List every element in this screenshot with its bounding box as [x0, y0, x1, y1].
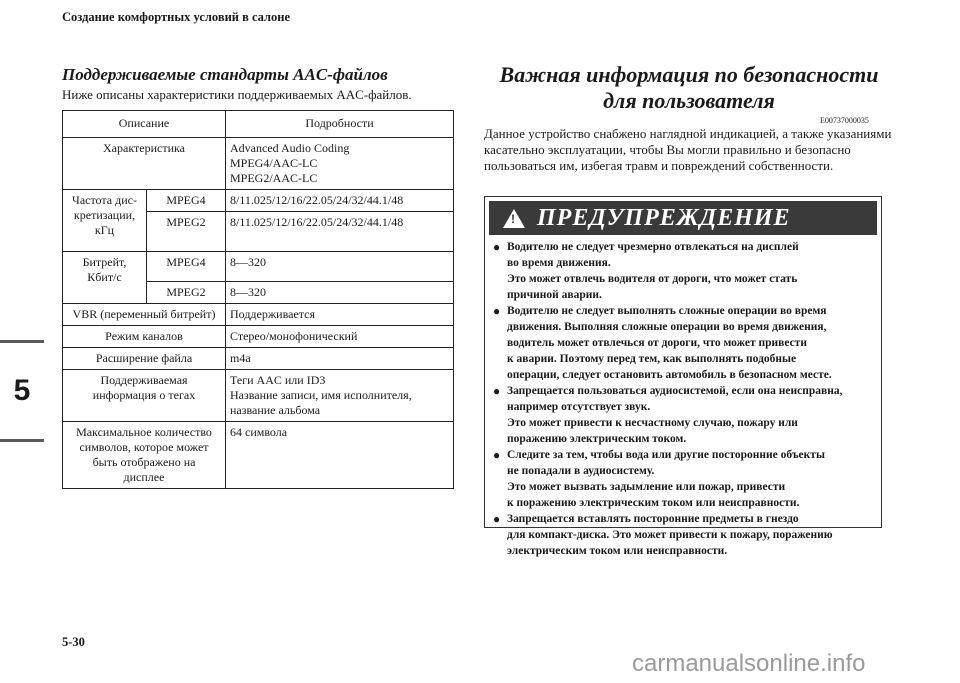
bullet-icon: ●: [493, 304, 501, 318]
warning-line: Водителю не следует выполнять сложные операции во время: [507, 305, 827, 317]
warning-line: Водителю не следует чрезмерно отвлекаться на дисплей: [507, 241, 799, 253]
warning-title: ПРЕДУПРЕЖДЕНИЕ: [537, 204, 791, 231]
warning-line: Следите за тем, чтобы вода или другие посторонние объекты: [507, 449, 825, 461]
table-header-description: Описание: [63, 111, 226, 138]
list-item: [493, 303, 875, 383]
value-line: Advanced Audio Coding: [230, 141, 350, 155]
safety-title-line: для пользователя: [603, 88, 775, 113]
table-row: [63, 252, 454, 282]
table-row: [63, 190, 454, 212]
warning-line: операции, следует остановить автомобиль в безопасном месте.: [507, 369, 832, 381]
row-value: 8/11.025/12/16/22.05/24/32/44.1/48: [226, 212, 454, 252]
page-number: 5-30: [62, 635, 85, 649]
row-label-maxchars: Максимальное количество символов, которое может быть отображено на дисплее: [63, 422, 226, 489]
aac-spec-table: [62, 110, 454, 489]
warning-line: например отсутствует звук.: [507, 401, 651, 413]
row-label-sampling: Частота дис-кретизации, кГц: [63, 190, 147, 252]
section-intro-aac: Ниже описаны характеристики поддерживаемых AAC-файлов.: [62, 87, 412, 102]
row-value-vbr: Поддерживается: [226, 304, 454, 326]
table-row: [63, 348, 454, 370]
warning-line: к поражению электрическим током или неисправности.: [507, 497, 800, 509]
table-row: [63, 138, 454, 190]
warning-line: к аварии. Поэтому перед тем, как выполнять подобные: [507, 353, 797, 365]
row-value: 8/11.025/12/16/22.05/24/32/44.1/48: [226, 190, 454, 212]
warning-line: Это может отвлечь водителя от дороги, что может стать: [507, 273, 798, 285]
doc-code: E00737000035: [820, 116, 869, 125]
safety-title-line: Важная информация по безопасности: [499, 62, 879, 87]
section-title-aac: Поддерживаемые стандарты AAC-файлов: [62, 65, 388, 84]
row-label-vbr: VBR (переменный битрейт): [63, 304, 226, 326]
warning-line: для компакт-диска. Это может привести к пожару, поражению: [507, 529, 833, 541]
value-line: MPEG2/AAC-LC: [230, 171, 318, 185]
table-row: [63, 304, 454, 326]
row-std: MPEG4: [147, 252, 226, 282]
value-line: Название записи, имя исполнителя, название альбома: [230, 388, 412, 417]
warning-header: [489, 201, 877, 235]
row-std: MPEG4: [147, 190, 226, 212]
row-label-tags: Поддерживаемая информация о тегах: [63, 370, 226, 422]
list-item: [493, 511, 875, 559]
row-label-extension: Расширение файла: [63, 348, 226, 370]
row-value-tags: [226, 370, 454, 422]
warning-line: Это может вызвать задымление или пожар, привести: [507, 481, 786, 493]
table-row: [63, 422, 454, 489]
value-line: MPEG4/AAC-LC: [230, 156, 318, 170]
row-label-bitrate: Битрейт, Кбит/с: [63, 252, 147, 304]
warning-line: электрическим током или неисправности.: [507, 545, 728, 557]
warning-line: Запрещается пользоваться аудиосистемой, если она неисправна,: [507, 385, 843, 397]
warning-line: во время движения.: [507, 257, 611, 269]
warning-line: не попадали в аудиосистему.: [507, 465, 655, 477]
watermark: carmanualsonline.info: [632, 650, 866, 677]
list-item: [493, 447, 875, 511]
list-item: [493, 239, 875, 303]
warning-line: водитель может отвлечься от дороги, что может привести: [507, 337, 807, 349]
list-item: [493, 383, 875, 447]
bullet-icon: ●: [493, 512, 501, 526]
bullet-icon: ●: [493, 384, 501, 398]
warning-line: Это может привести к несчастному случаю, пожару или: [507, 417, 798, 429]
bullet-icon: ●: [493, 240, 501, 254]
row-value-characteristic: [226, 138, 454, 190]
warning-triangle-icon: !: [503, 209, 525, 228]
row-std: MPEG2: [147, 282, 226, 304]
warning-line: поражению электрическим током.: [507, 433, 687, 445]
warning-line: движения. Выполняя сложные операции во время движения,: [507, 321, 827, 333]
row-value: 8—320: [226, 282, 454, 304]
chapter-tab: 5: [0, 340, 44, 442]
value-line: Теги AAC или ID3: [230, 373, 326, 387]
row-std: MPEG2: [147, 212, 226, 252]
row-value-extension: m4a: [226, 348, 454, 370]
safety-intro: Данное устройство снабжено наглядной индикацией, а также указаниями касательно эксплуатации, чтобы Вы могли правильно и безопасно пользоваться им, избегая травм и повреждений собственности.: [484, 126, 892, 173]
warning-line: причиной аварии.: [507, 289, 602, 301]
bullet-icon: ●: [493, 448, 501, 462]
row-label-channels: Режим каналов: [63, 326, 226, 348]
table-header-details: Подробности: [226, 111, 454, 138]
table-row: [63, 370, 454, 422]
warning-list: [493, 239, 875, 559]
row-value: 8—320: [226, 252, 454, 282]
table-row: [63, 326, 454, 348]
row-label-characteristic: Характеристика: [63, 138, 226, 190]
running-header: Создание комфортных условий в салоне: [62, 10, 291, 24]
row-value-maxchars: 64 символа: [226, 422, 454, 489]
table-header-row: [63, 111, 454, 138]
safety-title: [484, 62, 894, 114]
row-value-channels: Стерео/монофонический: [226, 326, 454, 348]
warning-line: Запрещается вставлять посторонние предметы в гнездо: [507, 513, 799, 525]
warning-box: [484, 196, 882, 557]
